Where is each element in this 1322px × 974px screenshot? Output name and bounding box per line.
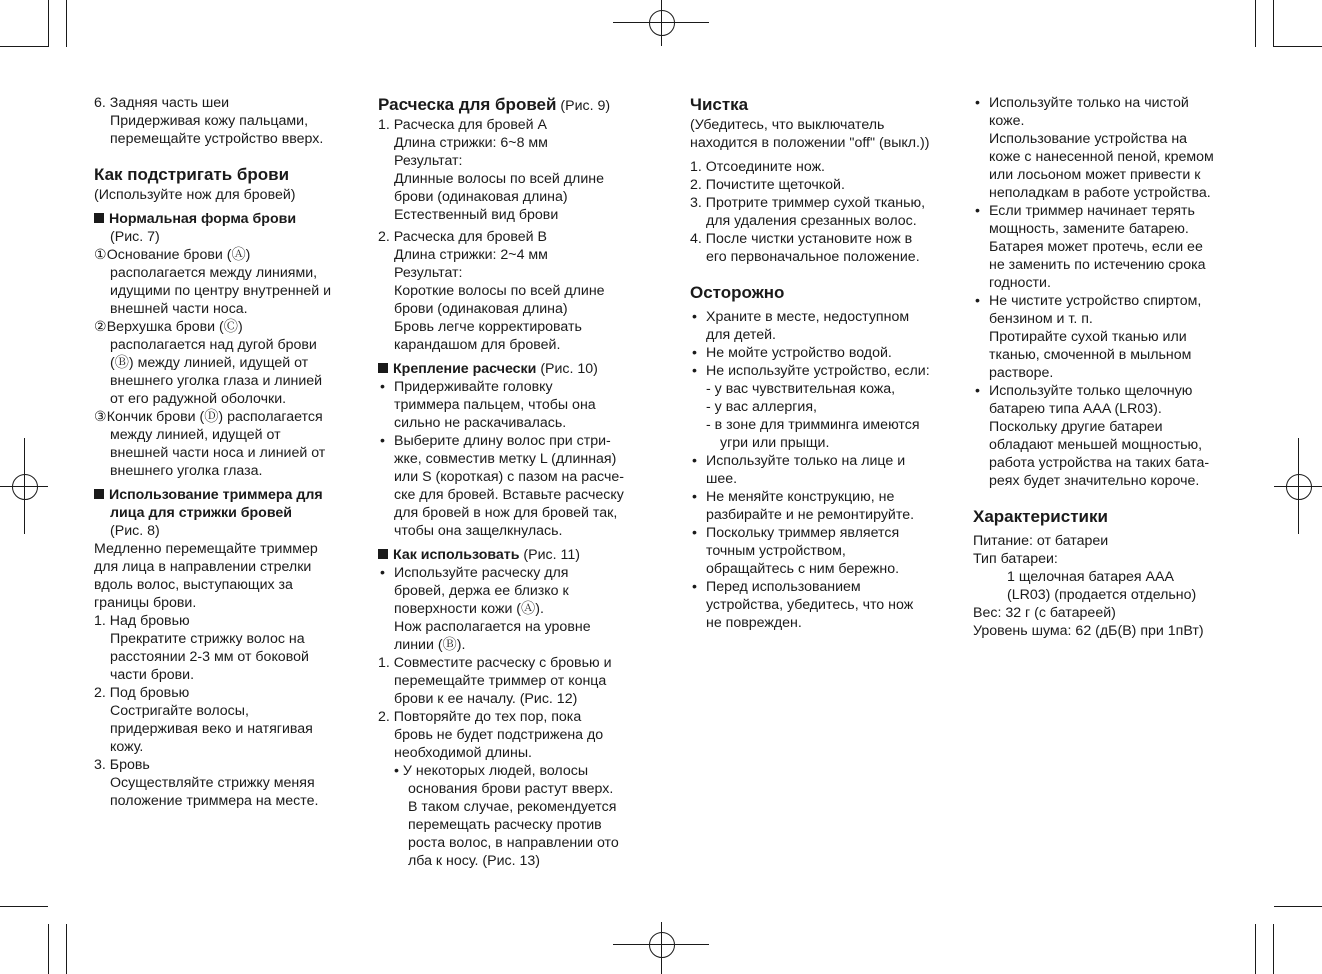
spec-battery-type: Тип батареи: [973, 551, 1058, 567]
note-bullet-text: Батарея может протечь, если ее [989, 239, 1203, 255]
attach-bullet-2-text: ске для бровей. Вставьте расческу [394, 487, 624, 503]
point-1-text: располагается между линиями, [110, 265, 318, 281]
cleaning-heading: Чистка [690, 95, 749, 114]
column-4 [973, 94, 1243, 640]
note-bullet-text: работа устройства на таких бата- [989, 455, 1210, 471]
note-bullet-text: батарею типа AAA (LR03). [989, 401, 1162, 417]
comb-heading-text: Расческа для бровей [378, 95, 557, 114]
comb-heading [378, 94, 648, 116]
column-2 [378, 94, 648, 870]
how-step-1: 1. Совместите расческу с бровью и [378, 655, 612, 671]
caution-bullet-text: не поврежден. [706, 615, 802, 631]
attach-heading-text: Крепление расчески [393, 361, 537, 377]
caution-bullet: • Перед использованием [690, 578, 952, 596]
how-note-text: роста волос, в направлении ото [408, 835, 619, 851]
how-step-1-text: перемещайте триммер от конца [394, 673, 607, 689]
spec-power: Питание: от батареи [973, 533, 1109, 549]
spec-battery-value: 1 щелочная батарея AAA [1007, 569, 1174, 585]
comb-b: 2. Расческа для бровей B [378, 229, 548, 245]
cleaning-step-4-text: его первоначальное положение. [706, 249, 920, 265]
normal-shape-fig: (Рис. 7) [110, 229, 160, 245]
caution-bullet-text: разбирайте и не ремонтируйте. [706, 507, 915, 523]
note-bullet-text: не заменить по истечению срока [989, 257, 1206, 273]
comb-a: 1. Расческа для бровей A [378, 117, 548, 133]
note-bullet-text: обладают меньшей мощностью, [989, 437, 1203, 453]
cleaning-step-3-text: для удаления срезанных волос. [706, 213, 917, 229]
attach-heading [378, 360, 648, 378]
caution-bullet: • Храните в месте, недоступном [690, 308, 952, 326]
point-3-text: внешнего уголка глаза. [110, 463, 263, 479]
normal-shape-title: Нормальная форма брови [94, 210, 356, 228]
caution-bullet-text: устройства, убедитесь, что нож [706, 597, 914, 613]
point-2: ②Верхушка брови (Ⓒ) [94, 319, 243, 335]
point-1: ①Основание брови (Ⓐ) [94, 247, 251, 263]
column-1 [94, 94, 356, 810]
comb-a-result-text: брови (одинаковая длина) [394, 189, 568, 205]
spec-noise: Уровень шума: 62 (дБ(В) при 1пВт) [973, 623, 1204, 639]
neck-item: 6. Задняя часть шеи [94, 95, 230, 111]
note-bullet: • Используйте только щелочную [973, 382, 1243, 400]
how-bullet-text: линии (Ⓑ). [394, 637, 466, 653]
trimmer-use-text: вдоль волос, выступающих за [94, 577, 293, 593]
caution-sub-item-text: угри или прыщи. [720, 435, 830, 451]
note-bullet-text: неполадкам в работе устройства. [989, 185, 1211, 201]
point-1-text: внешней части носа. [110, 301, 248, 317]
note-bullet-text: Протирайте сухой тканью или [989, 329, 1187, 345]
trimmer-use-title: Использование триммера для [94, 486, 356, 504]
how-note-text: перемещать расческу против [408, 817, 602, 833]
spec-weight: Вес: 32 г (с батареей) [973, 605, 1116, 621]
caution-heading: Осторожно [690, 283, 785, 302]
point-2-text: (Ⓑ) между линией, идущей от [110, 355, 309, 371]
column-3 [690, 94, 952, 632]
attach-bullet-1-text: триммера пальцем, чтобы она [394, 397, 596, 413]
note-bullet-text: или лосьоном может привести к [989, 167, 1201, 183]
cleaning-step-1: 1. Отсоедините нож. [690, 159, 826, 175]
how-step-1-text: брови к ее началу. (Рис. 12) [394, 691, 578, 707]
caution-sub-item: - у вас чувствительная кожа, [706, 381, 896, 397]
note-bullet-text: тканью, смоченной в мыльном [989, 347, 1192, 363]
comb-a-result-text: Естественный вид брови [394, 207, 559, 223]
note-bullet-text: растворе. [989, 365, 1054, 381]
caution-sub-item: - у вас аллергия, [706, 399, 817, 415]
comb-a-result: Результат: [394, 153, 463, 169]
caution-bullet-text: точным устройством, [706, 543, 846, 559]
note-bullet-text: бензином и т. п. [989, 311, 1093, 327]
cleaning-note: находится в положении "off" (выкл.)) [690, 135, 930, 151]
point-3-text: между линией, идущей от [110, 427, 281, 443]
comb-a-length: Длина стрижки: 6~8 мм [394, 135, 548, 151]
point-2-text: внешнего уголка глаза и линией [110, 373, 323, 389]
how-bullet-text: Нож располагается на уровне [394, 619, 591, 635]
specs-heading: Характеристики [973, 507, 1108, 526]
caution-bullet: • Поскольку триммер является [690, 524, 952, 542]
point-2-text: от его радужной оболочки. [110, 391, 287, 407]
attach-bullet-1: • Придерживайте головку [378, 378, 648, 396]
comb-b-result-text: карандашом для бровей. [394, 337, 561, 353]
step-2-text: Состригайте волосы, [110, 703, 249, 719]
step-1: 1. Над бровью [94, 613, 190, 629]
how-bullet: • Используйте расческу для [378, 564, 648, 582]
brows-subheading: (Используйте нож для бровей) [94, 187, 296, 203]
caution-bullet-text: шее. [706, 471, 738, 487]
caution-bullet: • Не используйте устройство, если: [690, 362, 952, 380]
spec-battery-value: (LR03) (продается отдельно) [1007, 587, 1197, 603]
how-step-2: 2. Повторяйте до тех пор, пока [378, 709, 582, 725]
attach-bullet-2-text: или S (короткая) с пазом на расче- [394, 469, 624, 485]
comb-b-result: Результат: [394, 265, 463, 281]
how-step-2-text: необходимой длины. [394, 745, 532, 761]
trimmer-use-text: Медленно перемещайте триммер [94, 541, 318, 557]
neck-text: перемещайте устройство вверх. [110, 131, 324, 147]
note-bullet-text: мощность, замените батарею. [989, 221, 1189, 237]
note-bullet: • Если триммер начинает терять [973, 202, 1243, 220]
attach-bullet-1-text: сильно не раскачивалась. [394, 415, 567, 431]
comb-b-result-text: брови (одинаковая длина) [394, 301, 568, 317]
neck-text: Придерживая кожу пальцами, [110, 113, 309, 129]
how-note-text: основания брови растут вверх. [408, 781, 614, 797]
trimmer-use-text: границы брови. [94, 595, 197, 611]
attach-bullet-2-text: чтобы она защелкнулась. [394, 523, 563, 539]
note-bullet-text: коже. [989, 113, 1025, 129]
how-heading-fig: (Рис. 11) [523, 547, 580, 563]
attach-bullet-2-text: жке, совместив метку L (длинная) [394, 451, 617, 467]
how-note-text: лба к носу. (Рис. 13) [408, 853, 541, 869]
caution-sub-item: - в зоне для тримминга имеются [706, 417, 920, 433]
note-bullet-text: реях будет значительно короче. [989, 473, 1200, 489]
attach-bullet-2-text: для бровей в нож для бровей так, [394, 505, 618, 521]
brows-heading: Как подстригать брови [94, 165, 290, 184]
how-step-2-text: бровь не будет подстрижена до [394, 727, 604, 743]
caution-bullet-text: для детей. [706, 327, 776, 343]
trimmer-use-fig: (Рис. 8) [110, 523, 160, 539]
how-heading [378, 546, 648, 564]
cleaning-note: (Убедитесь, что выключатель [690, 117, 885, 133]
step-1-text: Прекратите стрижку волос на [110, 631, 305, 647]
attach-bullet-2: • Выберите длину волос при стри- [378, 432, 648, 450]
point-2-text: располагается над дугой брови [110, 337, 317, 353]
trimmer-use-title-cont: лица для стрижки бровей [110, 505, 292, 521]
attach-heading-fig: (Рис. 10) [540, 361, 598, 377]
trimmer-use-text: для лица в направлении стрелки [94, 559, 312, 575]
comb-b-result-text: Бровь легче корректировать [394, 319, 582, 335]
point-3-text: внешней части носа и линией от [110, 445, 326, 461]
caution-bullet: • Используйте только на лице и [690, 452, 952, 470]
how-heading-text: Как использовать [393, 547, 520, 563]
step-2: 2. Под бровью [94, 685, 190, 701]
step-1-text: расстоянии 2-3 мм от боковой [110, 649, 309, 665]
note-bullet-text: Использование устройства на [989, 131, 1188, 147]
caution-bullet-text: обращайтесь с ним бережно. [706, 561, 900, 577]
note-bullet: • Используйте только на чистой [973, 94, 1243, 112]
how-note: • У некоторых людей, волосы [394, 763, 589, 779]
caution-bullet: • Не мойте устройство водой. [690, 344, 952, 362]
step-3-text: положение триммера на месте. [110, 793, 319, 809]
comb-heading-fig: (Рис. 9) [560, 98, 611, 114]
note-bullet-text: годности. [989, 275, 1051, 291]
how-bullet-text: поверхности кожи (Ⓐ). [394, 601, 544, 617]
step-1-text: части брови. [110, 667, 195, 683]
note-bullet: • Не чистите устройство спиртом, [973, 292, 1243, 310]
comb-b-length: Длина стрижки: 2~4 мм [394, 247, 548, 263]
how-bullet-text: бровей, держа ее близко к [394, 583, 569, 599]
step-3-text: Осуществляйте стрижку меняя [110, 775, 315, 791]
how-note-text: В таком случае, рекомендуется [408, 799, 617, 815]
step-2-text: придерживая веко и натягивая [110, 721, 313, 737]
point-1-text: идущими по центру внутренней и [110, 283, 332, 299]
cleaning-step-4: 4. После чистки установите нож в [690, 231, 913, 247]
note-bullet-text: коже с нанесенной пеной, кремом [989, 149, 1214, 165]
point-3: ③Кончик брови (Ⓓ) располагается [94, 409, 323, 425]
comb-b-result-text: Короткие волосы по всей длине [394, 283, 605, 299]
cleaning-step-2: 2. Почистите щеточкой. [690, 177, 845, 193]
note-bullet-text: Поскольку другие батареи [989, 419, 1163, 435]
step-3: 3. Бровь [94, 757, 150, 773]
step-2-text: кожу. [110, 739, 144, 755]
cleaning-step-3: 3. Протрите триммер сухой тканью, [690, 195, 926, 211]
comb-a-result-text: Длинные волосы по всей длине [394, 171, 604, 187]
caution-bullet: • Не меняйте конструкцию, не [690, 488, 952, 506]
